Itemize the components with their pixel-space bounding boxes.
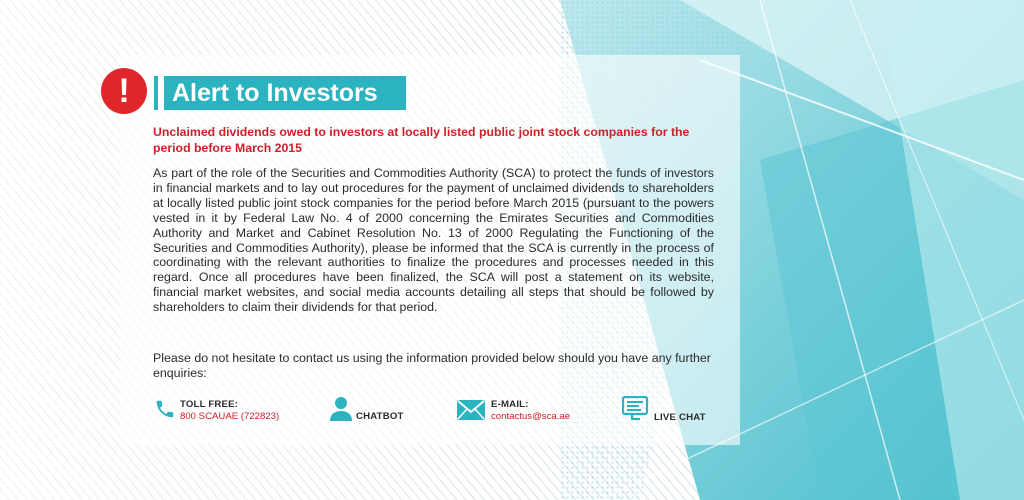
user-icon <box>330 396 352 422</box>
alert-banner <box>154 76 406 110</box>
alert-subtitle: Unclaimed dividends owed to investors at locally listed public joint stock companies for the period before March 2015 <box>153 125 690 155</box>
contact-chatbot[interactable] <box>330 398 420 428</box>
body-paragraph: As part of the role of the Securities and Commodities Authority (SCA) to protect the funds of investors in financial markets and to lay out procedures for the payment of unclaimed dividends to shareholders at locally listed public joint stock companies for the period before March 2015 (pursuant to the powers vested in it by Federal Law No. 4 of 2000 concerning the Emirates Securities and Commodities Authority and Market and Cabinet Resolution No. 13 of 2000 Regulating the Functioning of the Securities and Commodities Authority), please be informed that the SCA is currently in the process of coordinating with the relevant authorities to finalize the procedures and processes needed in this regard. Once all procedures have been finalized, the SCA will post a statement on its website, financial market websites, and social media accounts detailing all steps that should be followed by shareholders to claim their dividends for that period. <box>153 166 714 315</box>
contact-toll-free[interactable] <box>154 398 294 428</box>
toll-free-label: TOLL FREE: <box>180 399 239 410</box>
contact-live-chat[interactable] <box>622 396 722 426</box>
phone-icon <box>154 398 176 420</box>
enquiry-paragraph: Please do not hesitate to contact us using the information provided below should you have any further enquiries: <box>153 351 711 380</box>
email-address[interactable]: contactus@sca.ae <box>491 411 571 422</box>
contact-email[interactable] <box>457 398 587 428</box>
email-label: E-MAIL: <box>491 399 529 410</box>
exclamation-icon: ! <box>101 68 147 114</box>
envelope-icon <box>457 400 485 420</box>
monitor-chat-icon <box>622 396 650 422</box>
live-chat-label: LIVE CHAT <box>654 412 706 423</box>
page-title: Alert to Investors <box>172 79 378 107</box>
chatbot-label: CHATBOT <box>356 411 404 422</box>
banner-stripe <box>158 76 164 110</box>
toll-free-number[interactable]: 800 SCAUAE (722823) <box>180 411 280 422</box>
